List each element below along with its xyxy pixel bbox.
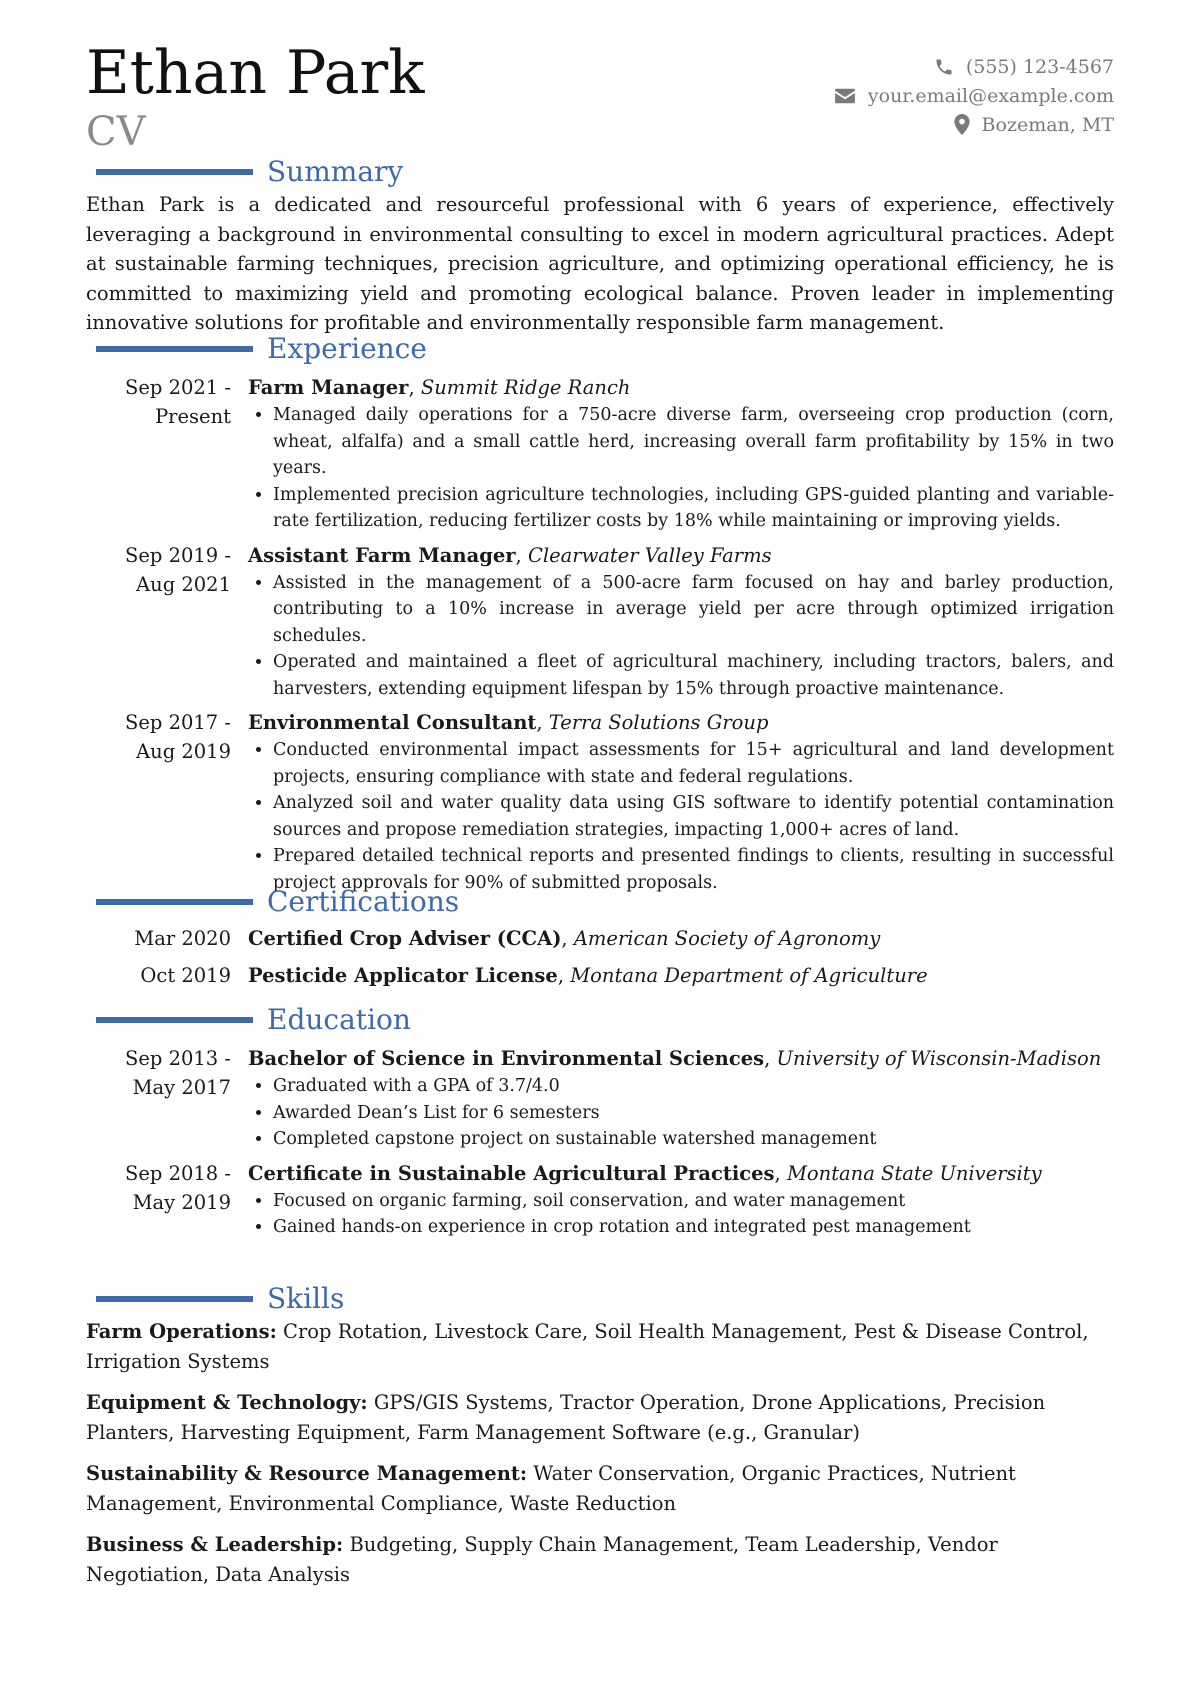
education-entry: Sep 2013 - May 2017 Bachelor of Science in Environmental Sciences, University of Wisconsin-Madison • Graduated with a GPA of 3.7/4.0 • Awarded Dean’s List for 6 semesters • Completed capstone project on sustainable watershed management [86, 1044, 1114, 1153]
section-bar [96, 169, 253, 175]
section-title: Skills [267, 1282, 345, 1315]
contact-info [834, 52, 1114, 139]
skill-label: Farm Operations: [86, 1320, 277, 1343]
summary-section [86, 154, 1114, 338]
section-title: Certifications [267, 885, 460, 918]
cert-name: Pesticide Applicator License [248, 964, 558, 987]
skill-line [86, 1530, 1114, 1589]
skill-line [86, 1388, 1114, 1447]
list-item: • Completed capstone project on sustainable watershed management [273, 1126, 1114, 1153]
entry-degree: Bachelor of Science in Environmental Sciences [248, 1047, 765, 1070]
cert-org: American Society of Agronomy [573, 927, 881, 950]
location-text: Bozeman, MT [981, 113, 1114, 136]
entry-school: University of Wisconsin-Madison [776, 1047, 1102, 1070]
email-text: your.email@example.com [867, 84, 1114, 107]
list-item: • Managed daily operations for a 750-acre diverse farm, overseeing crop production (corn, wheat, alfalfa) and a small cattle herd, increasing overall farm profitability by 15% in two years. [273, 402, 1114, 482]
skill-label: Business & Leadership: [86, 1533, 344, 1556]
education-entry: Sep 2018 - May 2019 Certificate in Sustainable Agricultural Practices, Montana State University • Focused on organic farming, soil conservation, and water management • Gained hands-on experience in crop rotation and integrated pest management [86, 1159, 1114, 1241]
contact-email[interactable] [834, 81, 1114, 110]
certifications-section [86, 884, 1114, 994]
skill-text: GPS/GIS Systems, Tractor Operation, Drone Applications, Precision Planters, Harvesting Equipment, Farm Management Software (e.g., Granular) [86, 1391, 1046, 1444]
phone-icon [934, 57, 954, 77]
list-item: • Graduated with a GPA of 3.7/4.0 [273, 1073, 1114, 1100]
list-item: • Gained hands-on experience in crop rotation and integrated pest management [273, 1214, 1114, 1241]
entry-date: Oct 2019 [140, 964, 231, 987]
entry-date: Sep 2021 - Present [125, 376, 231, 428]
entry-role: Farm Manager [248, 376, 409, 399]
cert-name: Certified Crop Adviser (CCA) [248, 927, 562, 950]
skill-label: Equipment & Technology: [86, 1391, 368, 1414]
entry-degree: Certificate in Sustainable Agricultural Practices [248, 1161, 775, 1185]
skill-text: Crop Rotation, Livestock Care, Soil Health Management, Pest & Disease Control, Irrigation Systems [86, 1320, 1089, 1373]
skill-text: Water Conservation, Organic Practices, Nutrient Management, Environmental Compliance, Waste Reduction [86, 1462, 1016, 1515]
entry-date: Sep 2017 - Aug 2019 [125, 711, 231, 763]
list-item: • Awarded Dean’s List for 6 semesters [273, 1100, 1114, 1127]
section-title: Education [267, 1003, 411, 1036]
contact-location [834, 110, 1114, 139]
entry-role: Assistant Farm Manager [248, 543, 516, 567]
skill-line [86, 1459, 1114, 1518]
experience-section [86, 331, 1114, 896]
list-item: • Focused on organic farming, soil conservation, and water management [273, 1188, 1114, 1215]
entry-date: Sep 2013 - May 2017 [125, 1047, 231, 1099]
experience-entry: Sep 2021 - Present Farm Manager, Summit Ridge Ranch • Managed daily operations for a 750-acre diverse farm, overseeing crop production (corn, wheat, alfalfa) and a small cattle herd, increasing overall farm profitability by 15% in two years. • Implemented precision agriculture technologies, including GPS-guided planting and variable-rate fertilization, reducing fertilizer costs by 18% while maintaining or improving yields. [86, 373, 1114, 535]
entry-org: Terra Solutions Group [548, 711, 769, 734]
skill-line [86, 1317, 1114, 1376]
list-item: • Implemented precision agriculture technologies, including GPS-guided planting and variable-rate fertilization, reducing fertilizer costs by 18% while maintaining or improving yields. [273, 482, 1114, 535]
skill-text: Budgeting, Supply Chain Management, Team Leadership, Vendor Negotiation, Data Analysis [86, 1533, 998, 1586]
summary-text: Ethan Park is a dedicated and resourceful professional with 6 years of experience, effectively leveraging a background in environmental consulting to excel in modern agricultural practices. Adept at sustainable farming techniques, precision agriculture, and optimizing operational efficiency, he is committed to maximizing yield and promoting ecological balance. Proven leader in implementing innovative solutions for profitable and environmentally responsible farm management. [86, 193, 1114, 334]
entry-school: Montana State University [786, 1161, 1042, 1185]
entry-date: Sep 2018 - May 2019 [125, 1161, 231, 1214]
entry-date: Mar 2020 [134, 927, 231, 950]
document-subtitle: CV [86, 109, 146, 155]
entry-org: Clearwater Valley Farms [527, 543, 772, 567]
skill-label: Sustainability & Resource Management: [86, 1462, 528, 1485]
entry-date: Sep 2019 - Aug 2021 [125, 543, 231, 596]
skills-section [86, 1281, 1114, 1601]
entry-role: Environmental Consultant [248, 711, 537, 734]
section-bar [96, 346, 253, 352]
entry-org: Summit Ridge Ranch [420, 376, 631, 399]
experience-entry: Sep 2019 - Aug 2021 Assistant Farm Manager, Clearwater Valley Farms • Assisted in the management of a 500-acre farm focused on hay and barley production, contributing to a 10% increase in average yield per acre through optimized irrigation schedules. • Operated and maintained a fleet of agricultural machinery, including tractors, balers, and harvesters, extending equipment lifespan by 15% through proactive maintenance. [86, 541, 1114, 703]
cert-entry: Mar 2020 Certified Crop Adviser (CCA), American Society of Agronomy [86, 920, 1114, 957]
section-title: Summary [267, 155, 404, 188]
list-item: • Operated and maintained a fleet of agricultural machinery, including tractors, balers, and harvesters, extending equipment lifespan by 15% through proactive maintenance. [273, 649, 1114, 702]
list-item: • Conducted environmental impact assessments for 15+ agricultural and land development projects, ensuring compliance with state and federal regulations. [273, 737, 1114, 790]
map-pin-icon [954, 114, 970, 135]
experience-entry: Sep 2017 - Aug 2019 Environmental Consultant, Terra Solutions Group • Conducted environmental impact assessments for 15+ agricultural and land development projects, ensuring compliance with state and federal regulations. • Analyzed soil and water quality data using GIS software to identify potential contamination sources and propose remediation strategies, impacting 1,000+ acres of land. • Prepared detailed technical reports and presented findings to clients, resulting in successful project approvals for 90% of submitted proposals. [86, 708, 1114, 896]
phone-text: (555) 123-4567 [965, 55, 1114, 78]
cert-org: Montana Department of Agriculture [570, 964, 928, 987]
envelope-icon [834, 87, 856, 105]
list-item: • Assisted in the management of a 500-acre farm focused on hay and barley production, contributing to a 10% increase in average yield per acre through optimized irrigation schedules. [273, 570, 1114, 650]
list-item: • Prepared detailed technical reports and presented findings to clients, resulting in successful project approvals for 90% of submitted proposals. [273, 843, 1114, 896]
candidate-name: Ethan Park [86, 38, 425, 108]
section-bar [96, 899, 253, 905]
section-title: Experience [267, 332, 427, 365]
education-section [86, 1002, 1114, 1241]
list-item: • Analyzed soil and water quality data using GIS software to identify potential contamination sources and propose remediation strategies, impacting 1,000+ acres of land. [273, 790, 1114, 843]
section-bar [96, 1296, 253, 1302]
contact-phone[interactable] [834, 52, 1114, 81]
cert-entry: Oct 2019 Pesticide Applicator License, Montana Department of Agriculture [86, 957, 1114, 994]
section-bar [96, 1017, 253, 1023]
